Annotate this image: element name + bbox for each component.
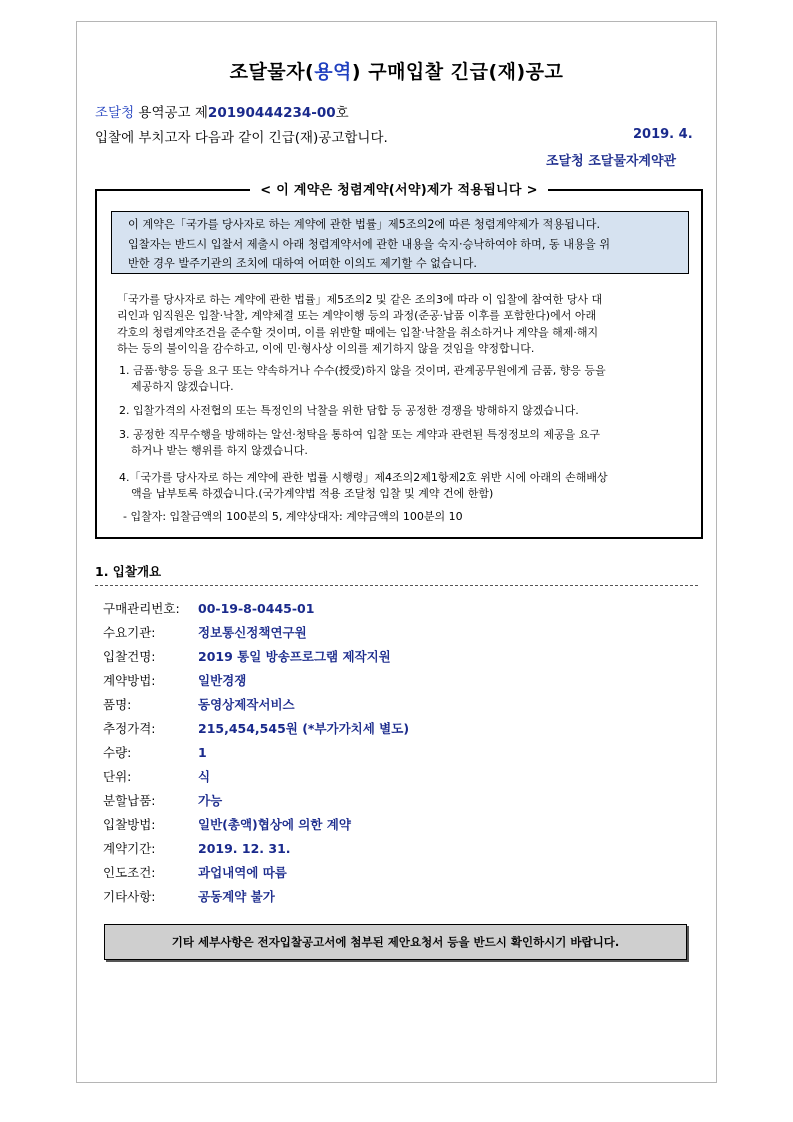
notice-number-line: 조달청 용역공고 제20190444234-00호 bbox=[95, 105, 349, 121]
overview-row: 추정가격: 215,454,545원 (*부가가치세 별도) bbox=[103, 721, 410, 736]
overview-row: 기타사항: 공동계약 불가 bbox=[103, 889, 275, 904]
intro-text: 입찰에 부치고자 다음과 같이 긴급(재)공고합니다. bbox=[95, 130, 388, 146]
integrity-contract-box bbox=[95, 183, 703, 539]
overview-row: 수요기관: 정보통신정책연구원 bbox=[103, 625, 307, 640]
overview-row: 품명: 동영상제작서비스 bbox=[103, 697, 295, 712]
pledge-item: 4.「국가를 당사자로 하는 계약에 관한 법률 시행령」제4조의2제1항제2호 위반 시에 아래의 손해배상 액을 납부토록 하겠습니다.(국가계약법 적용 조달청 입찰 및 계약 건에 한함) bbox=[119, 471, 608, 501]
pledge-item: 3. 공정한 직무수행을 방해하는 알선·청탁을 통하여 입찰 또는 계약과 관련된 특정정보의 제공을 요구 하거나 받는 행위를 하지 않겠습니다. bbox=[119, 428, 600, 458]
overview-row: 입찰방법: 일반(총액)협상에 의한 계약 bbox=[103, 817, 351, 832]
pledge-item: 2. 입찰가격의 사전협의 또는 특정인의 낙찰을 위한 담합 등 공정한 경쟁을 방해하지 않겠습니다. bbox=[119, 404, 579, 417]
overview-row: 계약기간: 2019. 12. 31. bbox=[103, 841, 291, 856]
overview-row: 인도조건: 과업내역에 따름 bbox=[103, 865, 287, 880]
notice-date: 2019. 4. bbox=[633, 127, 693, 142]
integrity-summary: 이 계약은「국가를 당사자로 하는 계약에 관한 법률」제5조의2에 따른 청렴계약제가 적용됩니다. 입찰자는 반드시 입찰서 제출시 아래 청렴계약서에 관한 내용을 숙지·승낙하여야 하며, 동 내용을 위 반한 경우 발주기관의 조치에 대하여 어떠한 이의도 제기할 수 없습니다. bbox=[111, 211, 689, 274]
overview-row: 구매관리번호: 00-19-8-0445-01 bbox=[103, 601, 315, 616]
overview-row: 수량: 1 bbox=[103, 745, 207, 760]
notice-number: 20190444234-00 bbox=[207, 105, 336, 121]
integrity-box-title: < 이 계약은 청렴계약(서약)제가 적용됩니다 > bbox=[250, 183, 548, 198]
issuer: 조달청 조달물자계약관 bbox=[546, 154, 677, 169]
page-title: 조달물자(용역) 구매입찰 긴급(재)공고 bbox=[229, 61, 564, 83]
overview-row: 계약방법: 일반경쟁 bbox=[103, 673, 247, 688]
overview-row: 분할납품: 가능 bbox=[103, 793, 223, 808]
penalty-text: - 입찰자: 입찰금액의 100분의 5, 계약상대자: 계약금액의 100분의 10 bbox=[123, 510, 463, 523]
section-divider bbox=[95, 585, 698, 586]
overview-row: 단위: 식 bbox=[103, 769, 211, 784]
pledge-item: 1. 금품·향응 등을 요구 또는 약속하거나 수수(授受)하지 않을 것이며, 관계공무원에게 금품, 향응 등을 제공하지 않겠습니다. bbox=[119, 364, 606, 394]
pledge-paragraph: 「국가를 당사자로 하는 계약에 관한 법률」제5조의2 및 같은 조의3에 따라 이 입찰에 참여한 당사 대 리인과 임직원은 입찰·낙찰, 계약체결 또는 계약이행 등의 과정(준공·납품 이후를 포함한다)에서 아래 각호의 청렴계약조건을 준수할 것이며, 이를 위반할 때에는 입찰·낙찰을 취소하거나 계약을 해제·해지 하는 등의 불이익을 감수하고, 이에 민·형사상 이의를 제기하지 않을 것임을 약정합니다. bbox=[117, 293, 603, 355]
section-title: 1. 입찰개요 bbox=[95, 564, 162, 579]
overview-row: 입찰건명: 2019 통일 방송프로그램 제작지원 bbox=[103, 649, 391, 664]
agency-name: 조달청 bbox=[95, 105, 135, 121]
notice-box: 기타 세부사항은 전자입찰공고서에 첨부된 제안요청서 등을 반드시 확인하시기 바랍니다. bbox=[104, 924, 687, 960]
